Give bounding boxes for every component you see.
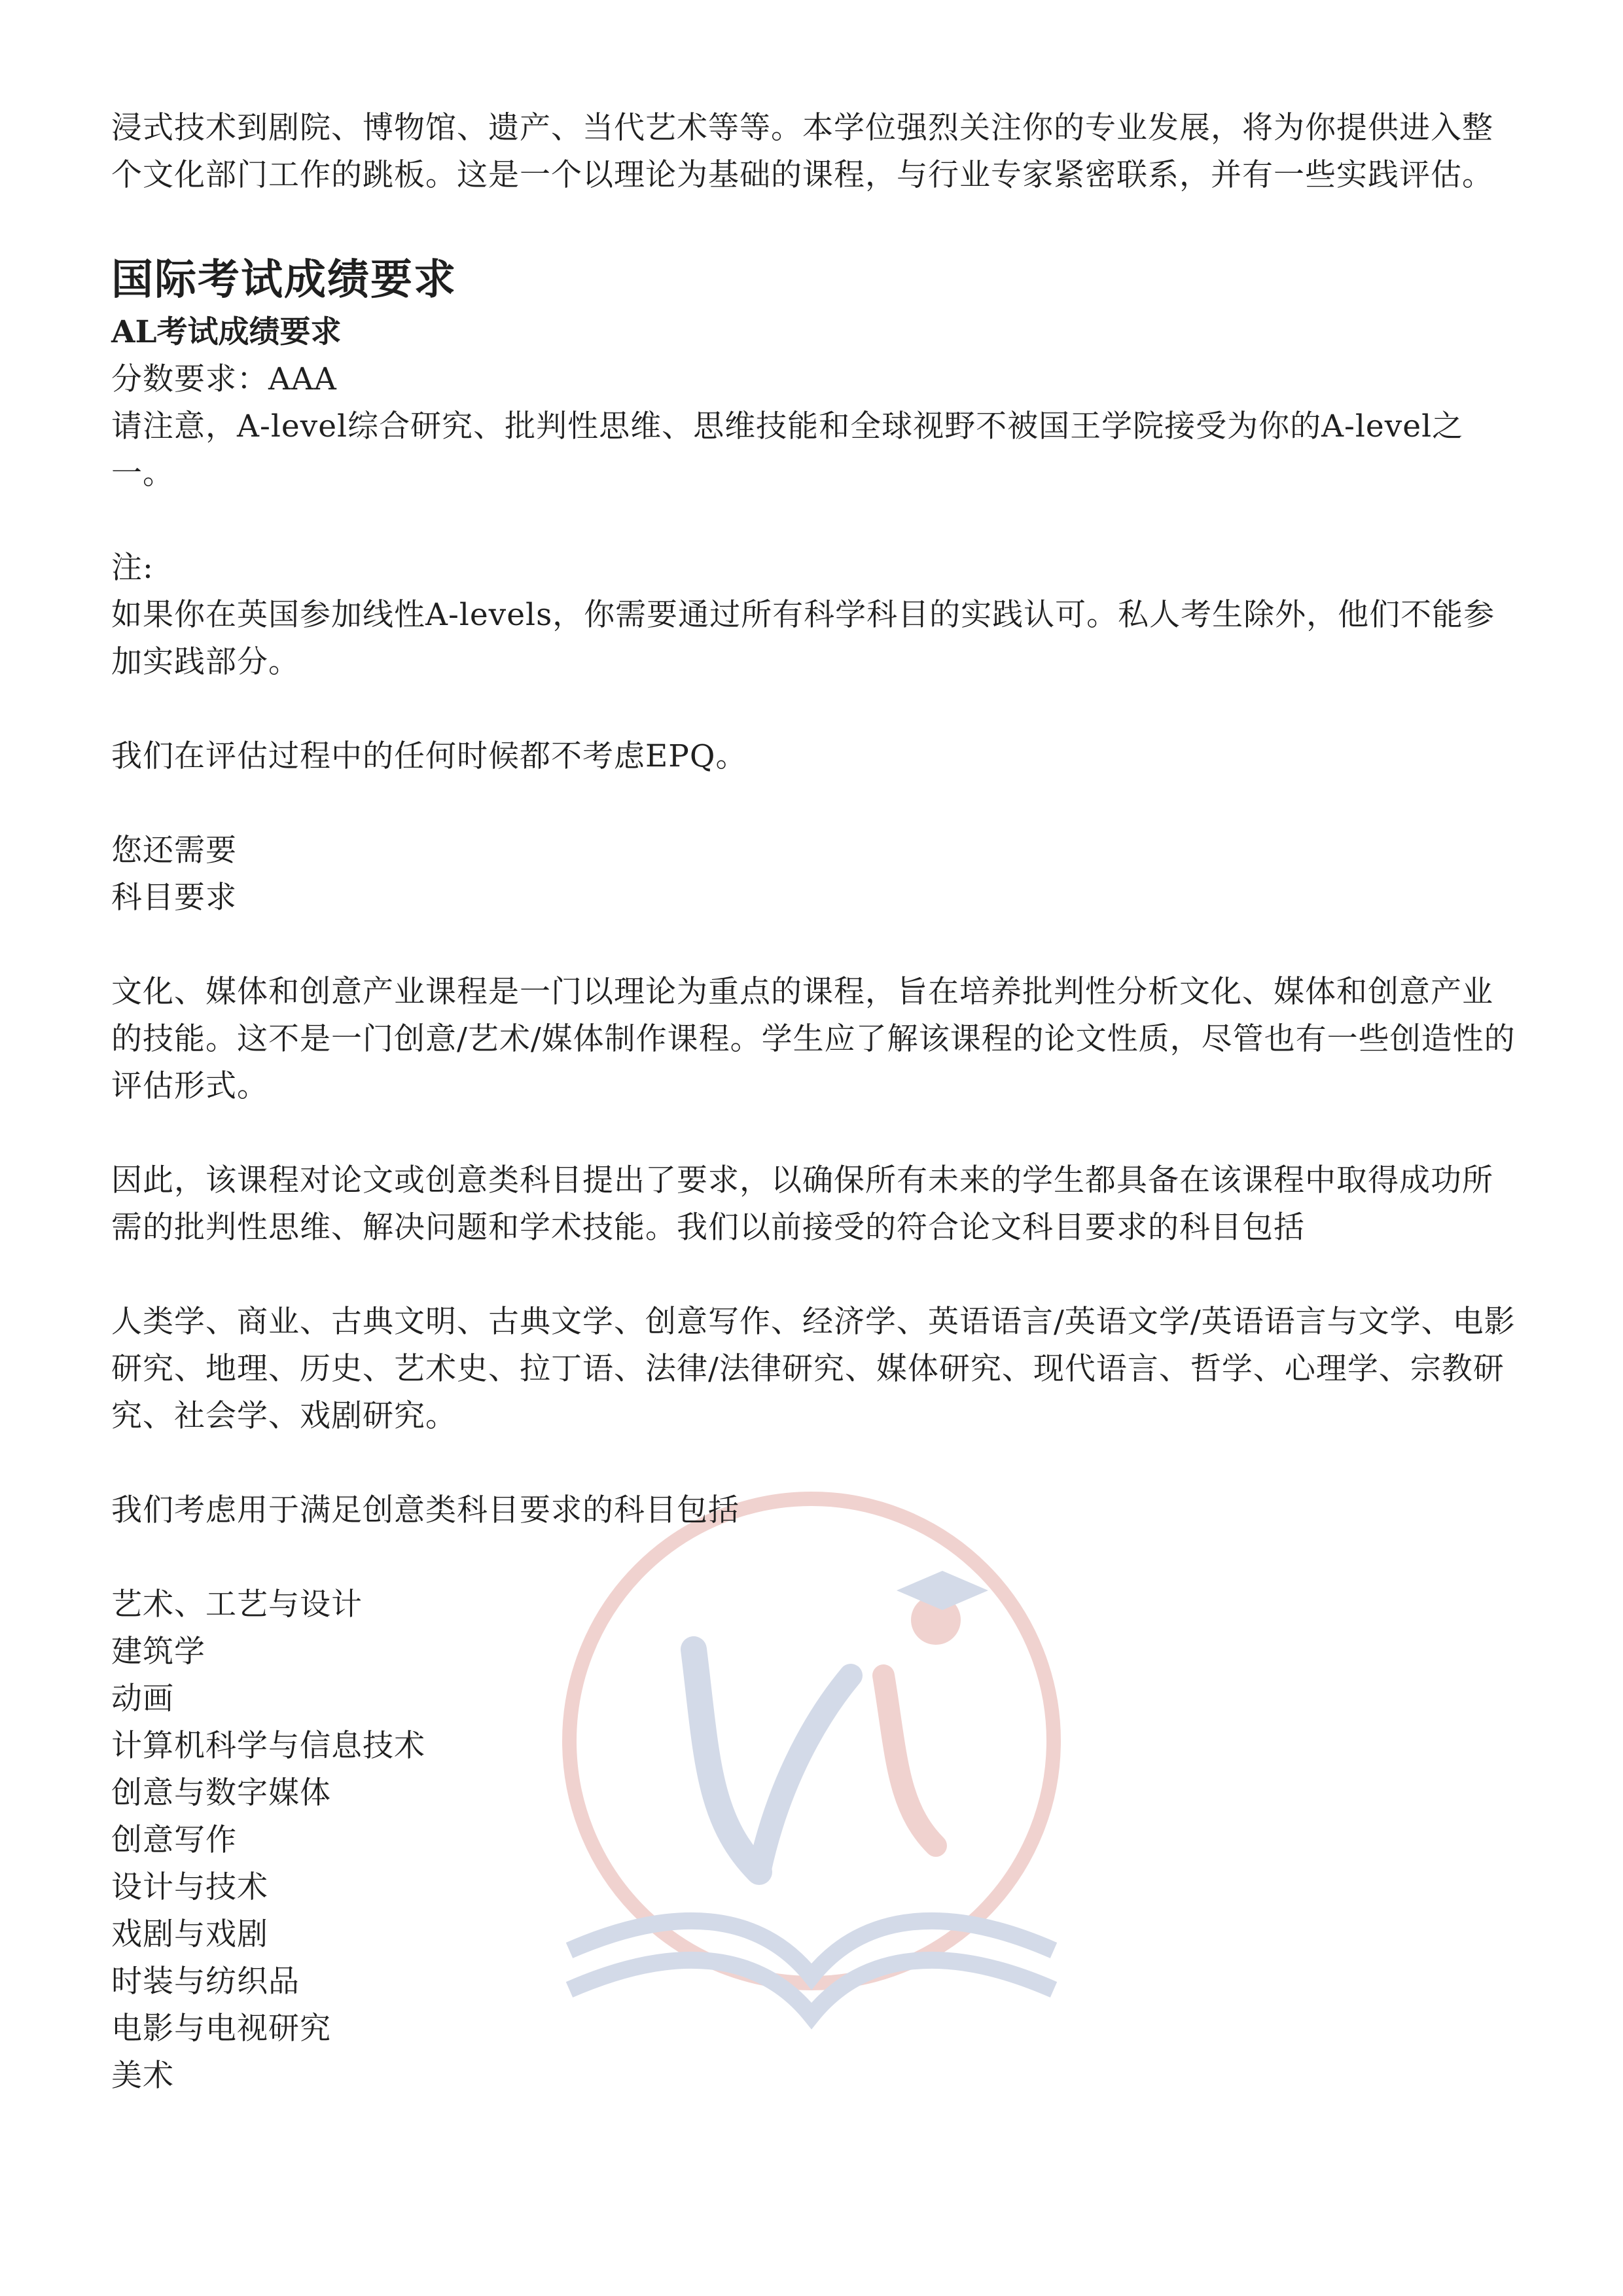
essay-subjects-list: 人类学、商业、古典文明、古典文学、创意写作、经济学、英语语言/英语文学/英语语言与文学、电影研究、地理、历史、艺术史、拉丁语、法律/法律研究、媒体研究、现代语言、哲学、心理学、宗教研究、社会学、戏剧研究。 bbox=[111, 1304, 1516, 1434]
epq-note: 我们在评估过程中的任何时候都不考虑EPQ。 bbox=[111, 738, 747, 774]
creative-subjects-list bbox=[111, 1581, 1518, 2100]
section-subtitle: AL考试成绩要求 bbox=[111, 314, 342, 350]
list-item: 时装与纺织品 bbox=[111, 1964, 300, 2000]
list-item: 艺术、工艺与设计 bbox=[111, 1587, 363, 1623]
score-requirement: 分数要求：AAA bbox=[111, 361, 337, 397]
creative-subjects-intro: 我们考虑用于满足创意类科目要求的科目包括 bbox=[111, 1492, 740, 1528]
list-item: 创意写作 bbox=[111, 1822, 237, 1858]
list-item: 电影与电视研究 bbox=[111, 2011, 331, 2047]
list-item: 戏剧与戏剧 bbox=[111, 1916, 268, 1952]
list-item: 设计与技术 bbox=[111, 1869, 268, 1905]
subject-requirement-label: 科目要求 bbox=[111, 880, 237, 916]
list-item: 美术 bbox=[111, 2058, 174, 2094]
list-item: 动画 bbox=[111, 1681, 174, 1717]
note-label: 注: bbox=[111, 550, 154, 586]
list-item: 计算机科学与信息技术 bbox=[111, 1728, 425, 1764]
list-item: 创意与数字媒体 bbox=[111, 1775, 331, 1811]
exclusion-note: 请注意，A-level综合研究、批判性思维、思维技能和全球视野不被国王学院接受为你的A-level之一。 bbox=[111, 408, 1464, 492]
intro-paragraph: 浸式技术到剧院、博物馆、遗产、当代艺术等等。本学位强烈关注你的专业发展，将为你提供进入整个文化部门工作的跳板。这是一个以理论为基础的课程，与行业专家紧密联系，并有一些实践评估。 bbox=[111, 110, 1493, 193]
practical-note: 如果你在英国参加线性A-levels，你需要通过所有科学科目的实践认可。私人考生除外，他们不能参加实践部分。 bbox=[111, 597, 1495, 680]
list-item: 建筑学 bbox=[111, 1634, 205, 1670]
course-description: 文化、媒体和创意产业课程是一门以理论为重点的课程，旨在培养批判性分析文化、媒体和创意产业的技能。这不是一门创意/艺术/媒体制作课程。学生应了解该课程的论文性质，尽管也有一些创造性的评估形式。 bbox=[111, 974, 1516, 1104]
document-page bbox=[111, 105, 1518, 2100]
also-need-text: 您还需要 bbox=[111, 833, 237, 869]
section-title: 国际考试成绩要求 bbox=[111, 255, 457, 304]
requirement-description: 因此，该课程对论文或创意类科目提出了要求，以确保所有未来的学生都具备在该课程中取得成功所需的批判性思维、解决问题和学术技能。我们以前接受的符合论文科目要求的科目包括 bbox=[111, 1162, 1493, 1246]
